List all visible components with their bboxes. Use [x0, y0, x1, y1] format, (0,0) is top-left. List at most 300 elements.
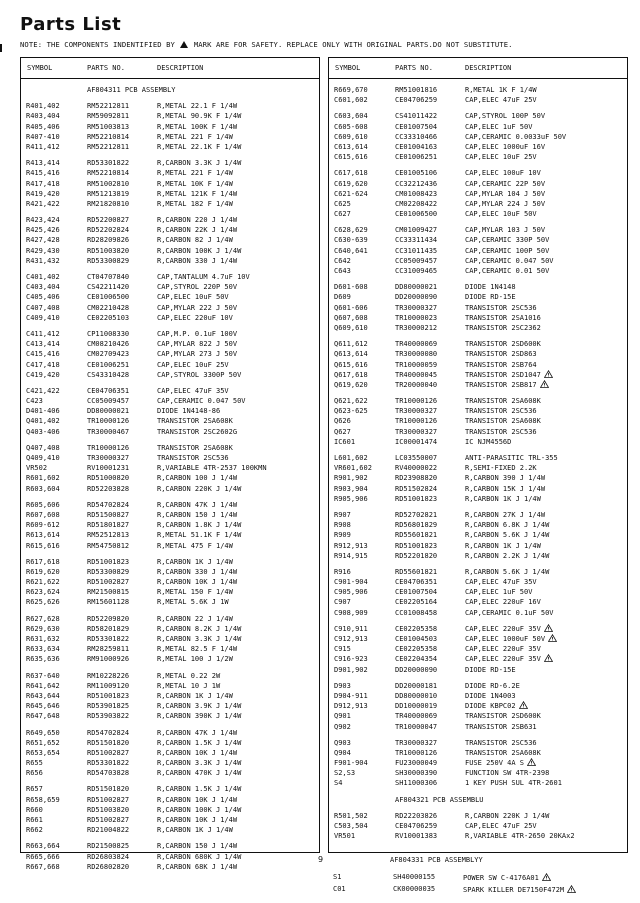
parts-no-cell: RD53901825: [87, 702, 130, 711]
parts-no-cell: RD52702821: [395, 510, 438, 519]
parts-no-cell: TR30000080: [395, 350, 438, 359]
symbol-cell: R631,632: [26, 635, 60, 643]
symbol-cell: D601-608: [334, 283, 368, 292]
description-cell: R,CARBON 10K J 1/4W: [157, 748, 238, 757]
parts-no-cell: RD51003820: [87, 805, 130, 814]
symbol-cell: D912,913: [334, 702, 368, 711]
symbol-cell: C630-639: [334, 236, 368, 245]
table-row: [329, 567, 627, 577]
description-cell: TRANSISTOR 2SB817: [465, 380, 549, 390]
description-cell: R,CARBON 470K J 1/4W: [157, 769, 242, 778]
description-cell: R,CARBON 3.9K J 1/4W: [157, 702, 242, 711]
parts-no-cell: TR10000126: [395, 417, 438, 426]
table-rows-left: [21, 85, 319, 872]
table-row: [329, 624, 627, 634]
table-row: [329, 370, 627, 380]
symbol-cell: S1: [333, 873, 342, 881]
table-row: [329, 494, 627, 504]
symbol-cell: R908: [334, 521, 351, 530]
table-row: [329, 235, 627, 245]
parts-no-cell: CC01008458: [395, 608, 438, 617]
parts-no-cell: CC33311434: [395, 236, 438, 245]
header-parts-no: PARTS NO.: [87, 64, 125, 72]
table-row: [329, 246, 627, 256]
parts-no-cell: DD20000090: [395, 665, 438, 674]
description-cell: R,CARBON 100K J 1/4W: [157, 805, 242, 814]
table-row: [21, 370, 319, 380]
symbol-cell: C907: [334, 598, 351, 607]
symbol-cell: Q407,408: [26, 443, 60, 452]
symbol-cell: R431,432: [26, 256, 60, 265]
description-cell: DIODE RD-15E: [465, 293, 516, 302]
table-row: [329, 339, 627, 349]
table-row: [21, 179, 319, 189]
parts-no-cell: TR40000045: [395, 370, 438, 379]
description-cell: TRANSISTOR 2SC2602G: [157, 427, 238, 436]
symbol-cell: R660: [26, 805, 43, 814]
safety-triangle-icon: [544, 624, 553, 632]
description-cell: CAP,ELEC 100uF 10V: [465, 169, 541, 178]
table-row: [21, 122, 319, 132]
header-description: DESCRIPTION: [465, 64, 512, 72]
symbol-cell: C405,406: [26, 293, 60, 302]
symbol-cell: R619,620: [26, 567, 60, 576]
table-row: [21, 768, 319, 778]
table-row: [21, 225, 319, 235]
description-cell: R,METAL 90.9K F 1/4W: [157, 112, 242, 121]
parts-no-cell: TR30000327: [395, 407, 438, 416]
parts-no-cell: CE01006251: [395, 153, 438, 162]
parts-no-cell: RD51502824: [395, 484, 438, 493]
description-cell: R,METAL 82.5 F 1/4W: [157, 645, 238, 654]
parts-no-cell: TR20000040: [395, 380, 438, 389]
table-row: [329, 541, 627, 551]
symbol-cell: R405,406: [26, 122, 60, 131]
parts-no-cell: RM52212811: [87, 142, 130, 151]
header-symbol: SYMBOL: [335, 64, 361, 72]
symbol-cell: C621-624: [334, 189, 368, 198]
description-cell: TRANSISTOR 2SC536: [465, 427, 537, 436]
safety-triangle-icon: [567, 885, 576, 893]
symbol-cell: R625,626: [26, 598, 60, 607]
parts-no-cell: DD80000021: [395, 283, 438, 292]
description-cell: DIODE 1N4148: [465, 283, 516, 292]
symbol-cell: R653,654: [26, 748, 60, 757]
table-row: [329, 520, 627, 530]
parts-no-cell: CM08210426: [87, 340, 130, 349]
symbol-cell: R645,646: [26, 702, 60, 711]
symbol-cell: Q615,616: [334, 360, 368, 369]
parts-no-cell: TR10000126: [87, 443, 130, 452]
table-row: [329, 681, 627, 691]
table-row: [21, 852, 319, 862]
parts-no-cell: AF804311 PCB ASSEMBLY: [87, 86, 176, 94]
table-row: [329, 665, 627, 675]
description-cell: R,CARBON 220K J 1/4W: [157, 484, 242, 493]
parts-no-cell: RD54703828: [87, 769, 130, 778]
parts-no-cell: TR30000212: [395, 323, 438, 332]
page-edge-marker: [0, 44, 2, 52]
table-row: [21, 142, 319, 152]
table-row: [21, 711, 319, 721]
table-row: [21, 168, 319, 178]
symbol-cell: VR502: [26, 464, 48, 473]
parts-no-cell: RD52201820: [395, 551, 438, 560]
symbol-cell: Q902: [334, 722, 351, 731]
description-cell: R,CARBON 390K J 1/4W: [157, 712, 242, 721]
symbol-cell: R665,666: [26, 852, 60, 861]
description-cell: R,CARBON 22 J 1/4W: [157, 614, 233, 623]
description-cell: TRANSISTOR 2SA608K: [465, 748, 541, 757]
description-cell: R,VARIABLE 4TR-2650 20KAx2: [465, 832, 575, 841]
description-cell: CAP,MYLAR 822 J 50V: [157, 340, 238, 349]
description-cell: R,CARBON 100K J 1/4W: [157, 246, 242, 255]
table-row: [21, 805, 319, 815]
description-cell: R,CARBON 3.3K J 1/4W: [157, 159, 242, 168]
description-cell: R,CARBON 1.8K J 1/4W: [157, 521, 242, 530]
description-cell: R,CARBON 47K J 1/4W: [157, 728, 238, 737]
table-row: [21, 691, 319, 701]
description-cell: R,CARBON 2.2K J 1/4W: [465, 551, 550, 560]
description-cell: CAP,ELEC 220uF 35V: [465, 645, 541, 654]
table-row: [21, 85, 319, 95]
parts-no-cell: RM11009120: [87, 681, 130, 690]
table-row: [329, 644, 627, 654]
table-row: [21, 541, 319, 551]
table-row: [21, 272, 319, 282]
symbol-cell: C601,602: [334, 96, 368, 105]
table-row: [329, 380, 627, 390]
symbol-cell: Q607,608: [334, 313, 368, 322]
symbol-cell: C409,410: [26, 313, 60, 322]
symbol-cell: Q903: [334, 738, 351, 747]
parts-no-cell: RD54702824: [87, 728, 130, 737]
table-row: [329, 453, 627, 463]
parts-no-cell: RM52210814: [87, 132, 130, 141]
description-cell: CAP,CERAMIC 0.0033uF 50V: [465, 132, 567, 141]
parts-no-cell: CE01007504: [395, 588, 438, 597]
table-row: [21, 597, 319, 607]
parts-no-cell: RM52210814: [87, 169, 130, 178]
table-row: [21, 577, 319, 587]
parts-no-cell: CE02205358: [395, 624, 438, 633]
safety-triangle-icon: [548, 634, 557, 642]
parts-no-cell: RD52209820: [87, 614, 130, 623]
table-row: [21, 313, 319, 323]
table-row: [329, 530, 627, 540]
parts-no-cell: RV10001231: [87, 464, 130, 473]
parts-no-cell: CE01007504: [395, 122, 438, 131]
parts-no-cell: TR10000126: [87, 417, 130, 426]
table-row: [329, 821, 627, 831]
description-cell: 1 KEY PUSH SUL 4TR-2601: [465, 779, 562, 788]
parts-no-cell: RD53300829: [87, 567, 130, 576]
table-row: [329, 811, 627, 821]
parts-no-cell: RD53300829: [87, 256, 130, 265]
table-row: [329, 111, 627, 121]
description-cell: TRANSISTOR 2SA608K: [157, 417, 233, 426]
parts-no-cell: RM54750812: [87, 541, 130, 550]
table-row: [329, 654, 627, 664]
description-cell: CAP,CERAMIC 330P 50V: [465, 236, 550, 245]
symbol-cell: R411,412: [26, 142, 60, 151]
table-row: [21, 701, 319, 711]
symbol-cell: R912,913: [334, 541, 368, 550]
table-row: [21, 520, 319, 530]
parts-no-cell: CC05009457: [395, 256, 438, 265]
symbol-cell: C01: [333, 885, 346, 893]
parts-no-cell: CM01009427: [395, 226, 438, 235]
table-row: [21, 748, 319, 758]
parts-no-cell: RV40000022: [395, 464, 438, 473]
description-cell: R,CARBON 10K J 1/4W: [157, 795, 238, 804]
symbol-cell: C640,641: [334, 246, 368, 255]
symbol-cell: S4: [334, 779, 343, 788]
symbol-cell: R901,902: [334, 474, 368, 483]
table-row: [329, 282, 627, 292]
description-cell: R,METAL 22.1K F 1/4W: [157, 142, 242, 151]
description-cell: R,CARBON 1K J 1/4W: [465, 541, 541, 550]
symbol-cell: C419,420: [26, 370, 60, 379]
table-row: [329, 748, 627, 758]
parts-no-cell: RD21004822: [87, 826, 130, 835]
parts-no-cell: DD20000181: [395, 681, 438, 690]
symbol-cell: R663,664: [26, 842, 60, 851]
parts-no-cell: CE04706351: [395, 578, 438, 587]
description-cell: CAP,STYROL 220P 50V: [157, 283, 238, 292]
table-row: [329, 179, 627, 189]
table-row: [21, 815, 319, 825]
parts-no-cell: TR30000327: [395, 303, 438, 312]
symbol-cell: Q626: [334, 417, 351, 426]
description-cell: CAP,STYROL 100P 50V: [465, 112, 546, 121]
description-cell: TRANSISTOR 2SC536: [465, 407, 537, 416]
table-row: [329, 738, 627, 748]
table-row: [21, 396, 319, 406]
parts-no-cell: CC33310466: [395, 132, 438, 141]
table-row: [21, 473, 319, 483]
symbol-cell: R914,915: [334, 551, 368, 560]
table-header: [21, 58, 319, 79]
parts-no-cell: TR30000327: [395, 427, 438, 436]
description-cell: CAP,CERAMIC 22P 50V: [465, 179, 546, 188]
symbol-cell: Q409,410: [26, 454, 60, 462]
parts-no-cell: RD51003820: [87, 246, 130, 255]
symbol-cell: D401-406: [26, 407, 60, 416]
header-symbol: SYMBOL: [27, 64, 53, 72]
description-cell: R,METAL 182 F 1/4W: [157, 199, 233, 208]
description-cell: R,CARBON 330 J 1/4W: [157, 256, 238, 265]
description-cell: R,SEMI-FIXED 2.2K: [465, 464, 537, 473]
table-row: [329, 95, 627, 105]
parts-no-cell: RD51501820: [87, 785, 130, 794]
description-cell: CAP,MYLAR 273 J 50V: [157, 350, 238, 359]
description-cell: CAP,ELEC 1uF 50V: [465, 122, 533, 131]
table-row: [329, 152, 627, 162]
parts-no-cell: RM91000926: [87, 655, 130, 664]
parts-no-cell: CC05009457: [87, 397, 130, 406]
description-cell: R,CARBON 8.2K J 1/4W: [157, 624, 242, 633]
safety-note-text-after: MARK ARE FOR SAFETY. REPLACE ONLY WITH ORIGINAL PARTS.DO NOT SUBSTITUTE.: [193, 40, 513, 49]
table-row: [21, 406, 319, 416]
symbol-cell: C413,414: [26, 340, 60, 349]
table-row: [329, 587, 627, 597]
parts-no-cell: SH11000306: [395, 779, 438, 788]
table-row: [329, 427, 627, 437]
description-cell: CAP,CERAMIC 0.047 50V: [157, 397, 246, 406]
parts-no-cell: RD21500825: [87, 842, 130, 851]
symbol-cell: C407,408: [26, 303, 60, 312]
parts-no-cell: CP11008330: [87, 329, 130, 338]
description-cell: CAP,ELEC 10uF 50V: [157, 293, 229, 302]
description-cell: R,CARBON 220 J 1/4W: [157, 216, 238, 225]
table-row: [21, 235, 319, 245]
symbol-cell: C603,604: [334, 112, 368, 121]
symbol-cell: C628,629: [334, 226, 368, 235]
table-row: [21, 841, 319, 851]
symbol-cell: R501,502: [334, 811, 368, 820]
description-cell: TRANSISTOR 2SC536: [465, 738, 537, 747]
table-row: [329, 711, 627, 721]
description-cell: R,CARBON 5.6K J 1/4W: [465, 531, 550, 540]
description-cell: CAP,ELEC 220uF 35V: [465, 624, 553, 634]
page-title: Parts List: [20, 14, 122, 35]
parts-no-cell: CE01006500: [395, 210, 438, 219]
table-row: [21, 282, 319, 292]
description-cell: CAP,STYROL 3300P 50V: [157, 370, 242, 379]
table-row: [329, 831, 627, 841]
symbol-cell: Q623-625: [334, 407, 368, 416]
parts-no-cell: DD10000019: [395, 702, 438, 711]
table-row: [329, 303, 627, 313]
description-cell: TRANSISTOR 2SD600K: [465, 340, 541, 349]
parts-no-cell: CE01006251: [87, 360, 130, 369]
safety-triangle-icon: [542, 873, 551, 881]
table-row: [329, 577, 627, 587]
symbol-cell: C912,913: [334, 635, 368, 643]
description-cell: R,CARBON 680K J 1/4W: [157, 852, 242, 861]
symbol-cell: R916: [334, 567, 351, 576]
symbol-cell: R421,422: [26, 199, 60, 208]
symbol-cell: C627: [334, 210, 351, 219]
symbol-cell: R615,616: [26, 541, 60, 550]
symbol-cell: C915: [334, 645, 351, 654]
description-cell: TRANSISTOR 2SD863: [465, 350, 537, 359]
description-cell: CAP,ELEC 10uF 50V: [465, 210, 537, 219]
parts-no-cell: RD53301822: [87, 159, 130, 168]
table-row: [21, 738, 319, 748]
parts-no-cell: CC32212436: [395, 179, 438, 188]
table-row: [329, 473, 627, 483]
symbol-cell: D904-911: [334, 691, 368, 700]
description-cell: DIODE KBPC02: [465, 701, 528, 711]
symbol-cell: R613,614: [26, 531, 60, 540]
parts-no-cell: CM02709423: [87, 350, 130, 359]
table-row: [21, 500, 319, 510]
description-cell: R,METAL 150 F 1/4W: [157, 588, 233, 597]
table-row: [329, 437, 627, 447]
symbol-cell: Q901: [334, 712, 351, 721]
description-cell: ANTI-PARASITIC TRL-355: [465, 454, 558, 462]
table-row: [329, 199, 627, 209]
safety-note-text-before: NOTE: THE COMPONENTS INDENTIFIED BY: [20, 40, 175, 49]
parts-no-cell: TR10000047: [395, 722, 438, 731]
parts-no-cell: RM51003813: [87, 122, 130, 131]
description-cell: CAP,ELEC 47uF 25V: [465, 822, 537, 830]
symbol-cell: R419,420: [26, 189, 60, 198]
parts-no-cell: CS43310428: [87, 370, 130, 379]
description-cell: TRANSISTOR 2SA1016: [465, 313, 541, 322]
parts-no-cell: RM10228226: [87, 671, 130, 680]
symbol-cell: R429,430: [26, 246, 60, 255]
symbol-cell: R637-640: [26, 671, 60, 680]
table-row: [21, 349, 319, 359]
description-cell: FUNCTION SW 4TR-2398: [465, 769, 550, 778]
description-cell: IC NJM4556D: [465, 437, 512, 446]
table-row: [21, 189, 319, 199]
symbol-cell: Q403-406: [26, 427, 60, 436]
table-row: [329, 484, 627, 494]
symbol-cell: C625: [334, 199, 351, 208]
table-row: [329, 266, 627, 276]
symbol-cell: Q619,620: [334, 380, 368, 389]
symbol-cell: R617,618: [26, 557, 60, 566]
description-cell: CAP,ELEC 1uF 50V: [465, 588, 533, 597]
description-cell: R,METAL 121K F 1/4W: [157, 189, 238, 198]
parts-no-cell: CE02205164: [395, 598, 438, 607]
description-cell: R,CARBON 6.8K J 1/4W: [465, 521, 550, 530]
description-cell: CAP,ELEC 220uF 16V: [465, 598, 541, 607]
table-row: [21, 339, 319, 349]
table-row: [329, 168, 627, 178]
table-row: [21, 256, 319, 266]
symbol-cell: C615,616: [334, 153, 368, 162]
parts-no-cell: CE04706259: [395, 822, 438, 830]
symbol-cell: C421,422: [26, 386, 60, 395]
parts-no-cell: CE02204354: [395, 655, 438, 664]
parts-no-cell: RD56801829: [395, 521, 438, 530]
description-cell: R,METAL 0.22 2W: [157, 671, 221, 680]
table-row: [21, 530, 319, 540]
description-cell: SPARK KILLER DE7150F472M: [463, 885, 576, 894]
symbol-cell: R907: [334, 510, 351, 519]
parts-no-cell: RD51001823: [395, 494, 438, 503]
table-row: [329, 463, 627, 473]
safety-triangle-icon: [544, 654, 553, 662]
symbol-cell: R417,418: [26, 179, 60, 188]
parts-no-cell: RM52512813: [87, 531, 130, 540]
description-cell: R,CARBON 5.6K J 1/4W: [465, 567, 550, 576]
description-cell: R,CARBON 10K J 1/4W: [157, 578, 238, 587]
description-cell: R,CARBON 27K J 1/4W: [465, 510, 546, 519]
symbol-cell: R662: [26, 826, 43, 835]
table-row: [21, 463, 319, 473]
description-cell: CAP,CERAMIC 0.1uF 50V: [465, 608, 554, 617]
symbol-cell: R641,642: [26, 681, 60, 690]
table-row: [329, 634, 627, 644]
symbol-cell: R647,648: [26, 712, 60, 721]
symbol-cell: R629,630: [26, 624, 60, 633]
description-cell: CAP,ELEC 1000uF 16V: [465, 142, 546, 151]
table-row: [21, 292, 319, 302]
description-cell: CAP,ELEC 1000uF 50V: [465, 634, 557, 644]
description-cell: R,CARBON 3.3K J 1/4W: [157, 635, 242, 643]
description-cell: TRANSISTOR 2SA608K: [157, 443, 233, 452]
description-cell: TRANSISTOR 2SA608K: [465, 397, 541, 406]
symbol-cell: R427,428: [26, 236, 60, 245]
symbol-cell: R401,402: [26, 102, 60, 111]
symbol-cell: R657: [26, 785, 43, 794]
